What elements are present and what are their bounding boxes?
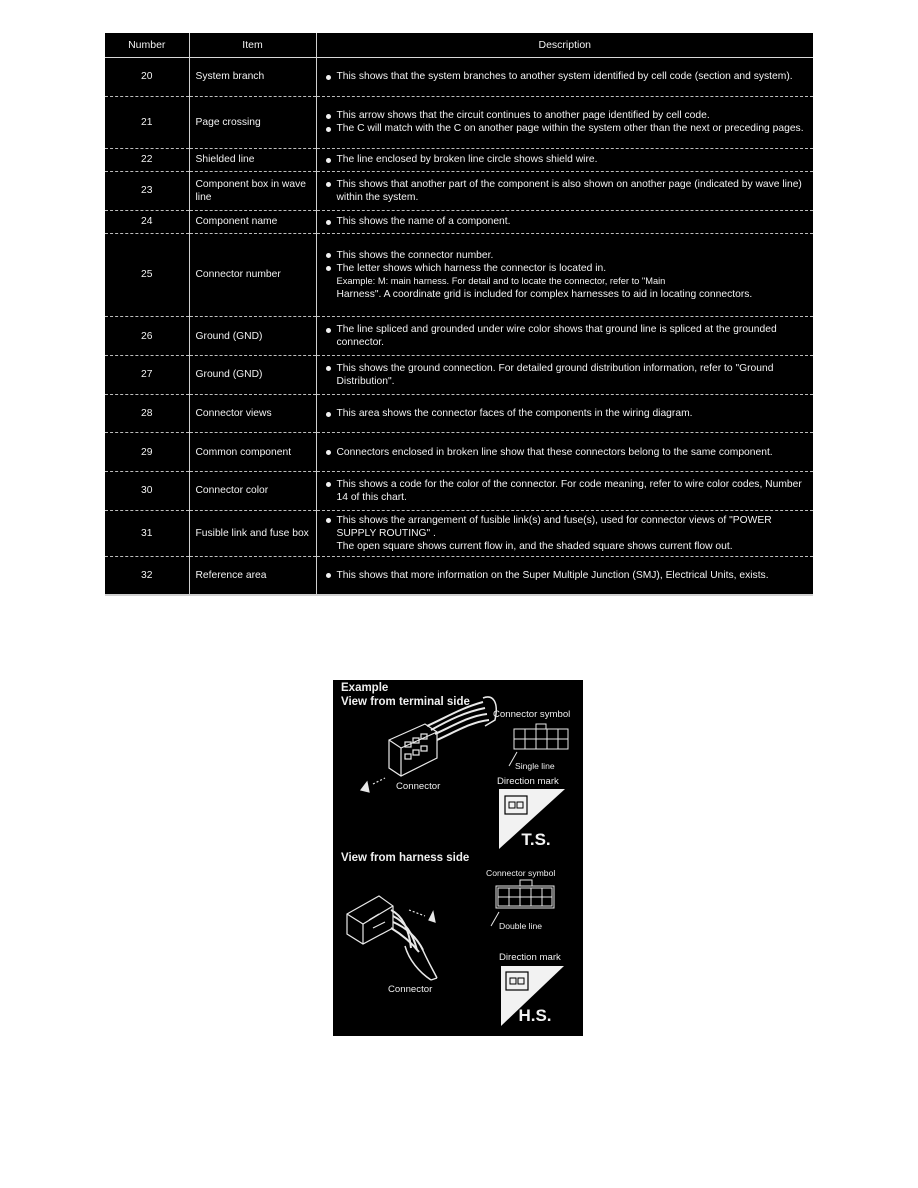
row-number: 28	[105, 394, 189, 433]
description-bullet: This shows the name of a component.	[323, 215, 808, 228]
row-number: 23	[105, 171, 189, 210]
row-description	[316, 233, 813, 317]
direction-mark-label-1: Direction mark	[497, 776, 559, 787]
direction-mark-label-2: Direction mark	[499, 952, 561, 963]
row-number: 24	[105, 210, 189, 233]
row-item: Connector views	[189, 394, 316, 433]
double-line-label: Double line	[499, 921, 542, 931]
description-bullet: Connectors enclosed in broken line show that these connectors belong to the same component.	[323, 446, 808, 459]
header-item: Item	[189, 33, 316, 58]
description-text: Harness". A coordinate grid is included for complex harnesses to aid in locating connectors.	[336, 288, 753, 300]
header-number: Number	[105, 33, 189, 58]
row-number: 30	[105, 472, 189, 511]
row-description	[316, 472, 813, 511]
connector-illustrations	[333, 680, 583, 1036]
description-list	[323, 153, 808, 166]
description-bullet: The C will match with the C on another page within the system other than the next or preceding pages.	[323, 122, 808, 135]
row-item: System branch	[189, 58, 316, 97]
description-list	[323, 109, 808, 135]
table-row	[105, 148, 813, 171]
row-number: 22	[105, 148, 189, 171]
table-body	[105, 58, 813, 596]
row-description	[316, 171, 813, 210]
connector-example-panel	[333, 680, 583, 1036]
table-row	[105, 433, 813, 472]
table-header-row	[105, 33, 813, 58]
description-bullet: This shows the connector number.	[323, 249, 808, 262]
row-description	[316, 433, 813, 472]
row-number: 20	[105, 58, 189, 97]
description-bullet: This shows the ground connection. For detailed ground distribution information, refer to "Ground Distribution".	[323, 362, 808, 388]
row-item: Common component	[189, 433, 316, 472]
row-description	[316, 58, 813, 97]
description-list	[323, 215, 808, 228]
row-number: 29	[105, 433, 189, 472]
row-item: Page crossing	[189, 96, 316, 148]
terminal-side-heading: View from terminal side	[341, 696, 470, 708]
description-list	[323, 178, 808, 204]
description-list	[323, 362, 808, 388]
description-list	[323, 407, 808, 420]
description-bullet: This shows that more information on the Super Multiple Junction (SMJ), Electrical Units, exists.	[323, 569, 808, 582]
connector-symbol-label-2: Connector symbol	[486, 868, 556, 878]
table-row	[105, 171, 813, 210]
connector-symbol-double-line	[491, 880, 554, 926]
description-list	[323, 249, 808, 301]
row-item: Fusible link and fuse box	[189, 510, 316, 556]
table-row	[105, 233, 813, 317]
description-bullet: The line enclosed by broken line circle shows shield wire.	[323, 153, 808, 166]
row-item: Component box in wave line	[189, 171, 316, 210]
description-list	[323, 323, 808, 349]
connector-label-1: Connector	[396, 781, 441, 792]
table-row	[105, 510, 813, 556]
connector-symbol-label-1: Connector symbol	[493, 709, 571, 720]
row-item: Ground (GND)	[189, 356, 316, 395]
row-item: Ground (GND)	[189, 317, 316, 356]
row-number: 31	[105, 510, 189, 556]
legend-table	[105, 33, 813, 596]
description-bullet: This area shows the connector faces of the components in the wiring diagram.	[323, 407, 808, 420]
description-list	[323, 514, 808, 553]
row-number: 27	[105, 356, 189, 395]
table-row	[105, 58, 813, 97]
table-row	[105, 394, 813, 433]
row-description	[316, 148, 813, 171]
description-list	[323, 478, 808, 504]
terminal-side-connector-illustration	[361, 697, 496, 792]
description-bullet: This shows that the system branches to another system identified by cell code (section and system).	[323, 70, 808, 83]
header-description: Description	[316, 33, 813, 58]
description-list	[323, 70, 808, 83]
description-bullet: The letter shows which harness the connector is located in.	[323, 262, 808, 275]
table-row	[105, 472, 813, 511]
row-description	[316, 394, 813, 433]
row-number: 25	[105, 233, 189, 317]
example-title: Example	[341, 682, 389, 694]
row-item: Component name	[189, 210, 316, 233]
connector-symbol-single-line	[509, 724, 568, 766]
table-row	[105, 210, 813, 233]
hs-mark-text: H.S.	[518, 1006, 552, 1025]
description-bullet: This shows a code for the color of the connector. For code meaning, refer to wire color codes, Number 14 of this chart.	[323, 478, 808, 504]
single-line-label: Single line	[515, 761, 555, 771]
row-item: Shielded line	[189, 148, 316, 171]
row-item: Connector number	[189, 233, 316, 317]
description-bullet: This arrow shows that the circuit continues to another page identified by cell code.	[323, 109, 808, 122]
description-list	[323, 446, 808, 459]
description-text: The open square shows current flow in, and the shaded square shows current flow out.	[336, 540, 733, 552]
row-description	[316, 556, 813, 595]
row-number: 26	[105, 317, 189, 356]
description-bullet: This shows the arrangement of fusible link(s) and fuse(s), used for connector views of "POWER SUPPLY ROUTING" .	[323, 514, 808, 540]
description-bullet: The line spliced and grounded under wire color shows that ground line is spliced at the grounded connector.	[323, 323, 808, 349]
row-description	[316, 356, 813, 395]
ts-direction-mark-icon	[499, 789, 565, 849]
row-number: 32	[105, 556, 189, 595]
harness-side-heading: View from harness side	[341, 852, 470, 864]
legend-table-panel	[105, 33, 813, 596]
row-description	[316, 317, 813, 356]
description-list	[323, 569, 808, 582]
row-description	[316, 96, 813, 148]
connector-label-2: Connector	[388, 984, 433, 995]
table-row	[105, 96, 813, 148]
row-description	[316, 510, 813, 556]
hs-direction-mark-icon	[501, 966, 564, 1026]
row-item: Reference area	[189, 556, 316, 595]
table-row	[105, 317, 813, 356]
harness-side-connector-illustration	[347, 896, 437, 980]
table-row	[105, 556, 813, 595]
row-item: Connector color	[189, 472, 316, 511]
table-row	[105, 356, 813, 395]
description-bullet: This shows that another part of the component is also shown on another page (indicated by wave line) within the system.	[323, 178, 808, 204]
description-text: Example: M: main harness. For detail and to locate the connector, refer to "Main	[336, 275, 666, 286]
ts-mark-text: T.S.	[521, 830, 551, 849]
row-number: 21	[105, 96, 189, 148]
row-description	[316, 210, 813, 233]
